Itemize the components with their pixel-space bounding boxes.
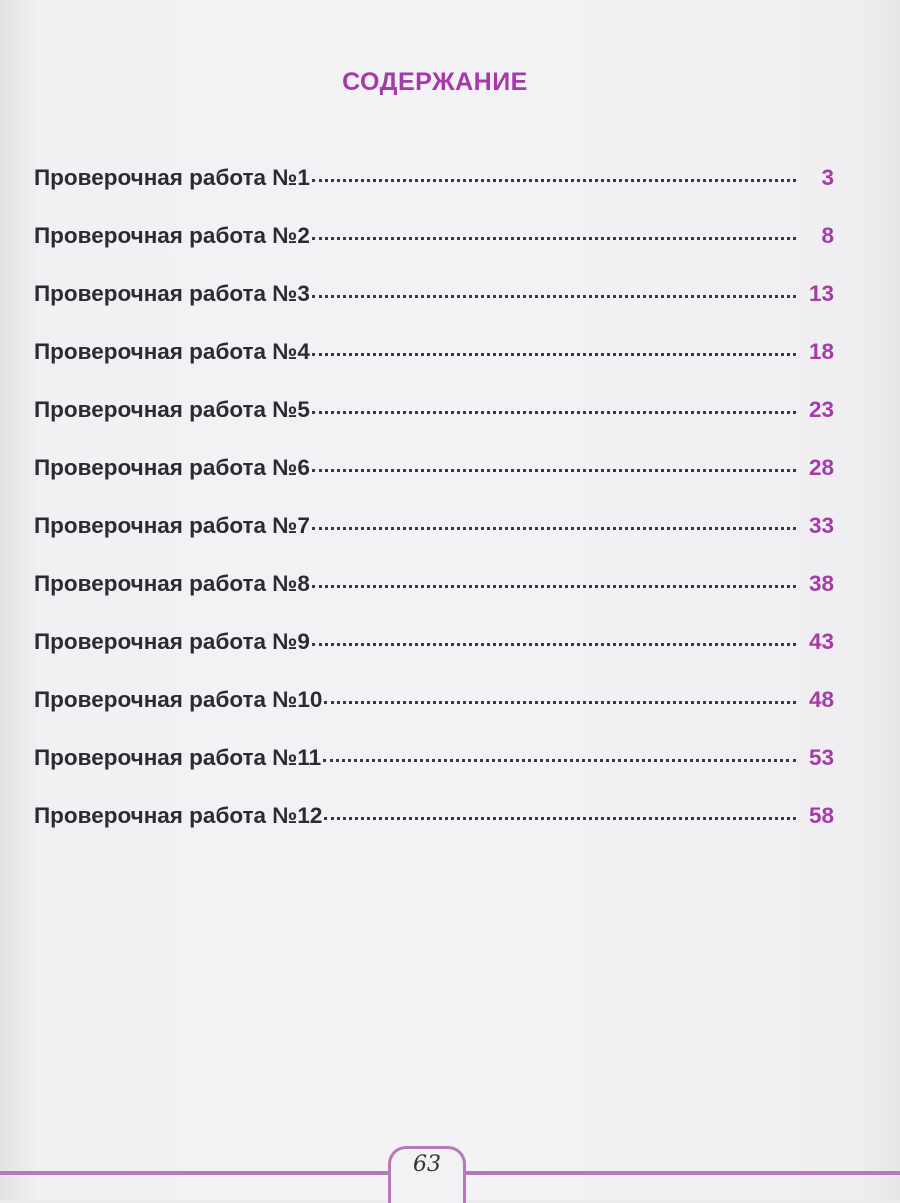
toc-entry-page: 28 (808, 455, 834, 480)
toc-leader-dots (312, 563, 796, 588)
toc-entry-5[interactable] (34, 392, 834, 432)
toc-leader-dots (312, 215, 796, 240)
toc-entry-label: Проверочная работа №7 (34, 513, 310, 538)
toc-entry-label: Проверочная работа №4 (34, 339, 310, 364)
toc-leader-dots (312, 505, 796, 530)
toc-entry-7[interactable] (34, 508, 834, 548)
toc-entry-label: Проверочная работа №12 (34, 803, 323, 828)
toc-leader-dots (324, 679, 796, 704)
toc-leader-dots (323, 737, 796, 762)
toc-entry-label: Проверочная работа №10 (34, 687, 323, 712)
toc-entry-6[interactable] (34, 450, 834, 490)
toc-leader-dots (312, 621, 796, 646)
toc-entry-4[interactable] (34, 334, 834, 374)
toc-entry-label: Проверочная работа №5 (34, 397, 310, 422)
toc-leader-dots (324, 795, 796, 820)
toc-entry-2[interactable] (34, 218, 834, 258)
toc-entry-label: Проверочная работа №11 (34, 745, 322, 770)
toc-entry-label: Проверочная работа №6 (34, 455, 310, 480)
toc-entry-9[interactable] (34, 624, 834, 664)
toc-entry-page: 48 (808, 687, 834, 712)
toc-entry-page: 18 (808, 339, 834, 364)
toc-entry-label: Проверочная работа №1 (34, 165, 310, 190)
toc-entry-page: 38 (808, 571, 834, 596)
toc-entry-label: Проверочная работа №9 (34, 629, 310, 654)
toc-entry-page: 43 (808, 629, 834, 654)
toc-entry-page: 58 (808, 803, 834, 828)
toc-entry-page: 8 (821, 223, 834, 248)
toc-entry-8[interactable] (34, 566, 834, 606)
toc-leader-dots (312, 389, 796, 414)
toc-entry-10[interactable] (34, 682, 834, 722)
contents-heading: СОДЕРЖАНИЕ (342, 68, 528, 96)
toc-leader-dots (312, 447, 796, 472)
toc-entry-page: 23 (808, 397, 834, 422)
toc-entry-1[interactable] (34, 160, 834, 200)
toc-entry-page: 53 (808, 745, 834, 770)
toc-leader-dots (312, 157, 796, 182)
toc-entry-page: 13 (808, 281, 834, 306)
page-number: 63 (413, 1152, 441, 1177)
toc-entry-11[interactable] (34, 740, 834, 780)
toc-entry-3[interactable] (34, 276, 834, 316)
toc-entry-label: Проверочная работа №8 (34, 571, 310, 596)
toc-entry-label: Проверочная работа №2 (34, 223, 310, 248)
toc-entry-page: 3 (821, 165, 834, 190)
toc-entry-page: 33 (808, 513, 834, 538)
toc-entry-label: Проверочная работа №3 (34, 281, 310, 306)
toc-leader-dots (312, 331, 796, 356)
toc-entry-12[interactable] (34, 798, 834, 838)
toc-leader-dots (312, 273, 796, 298)
